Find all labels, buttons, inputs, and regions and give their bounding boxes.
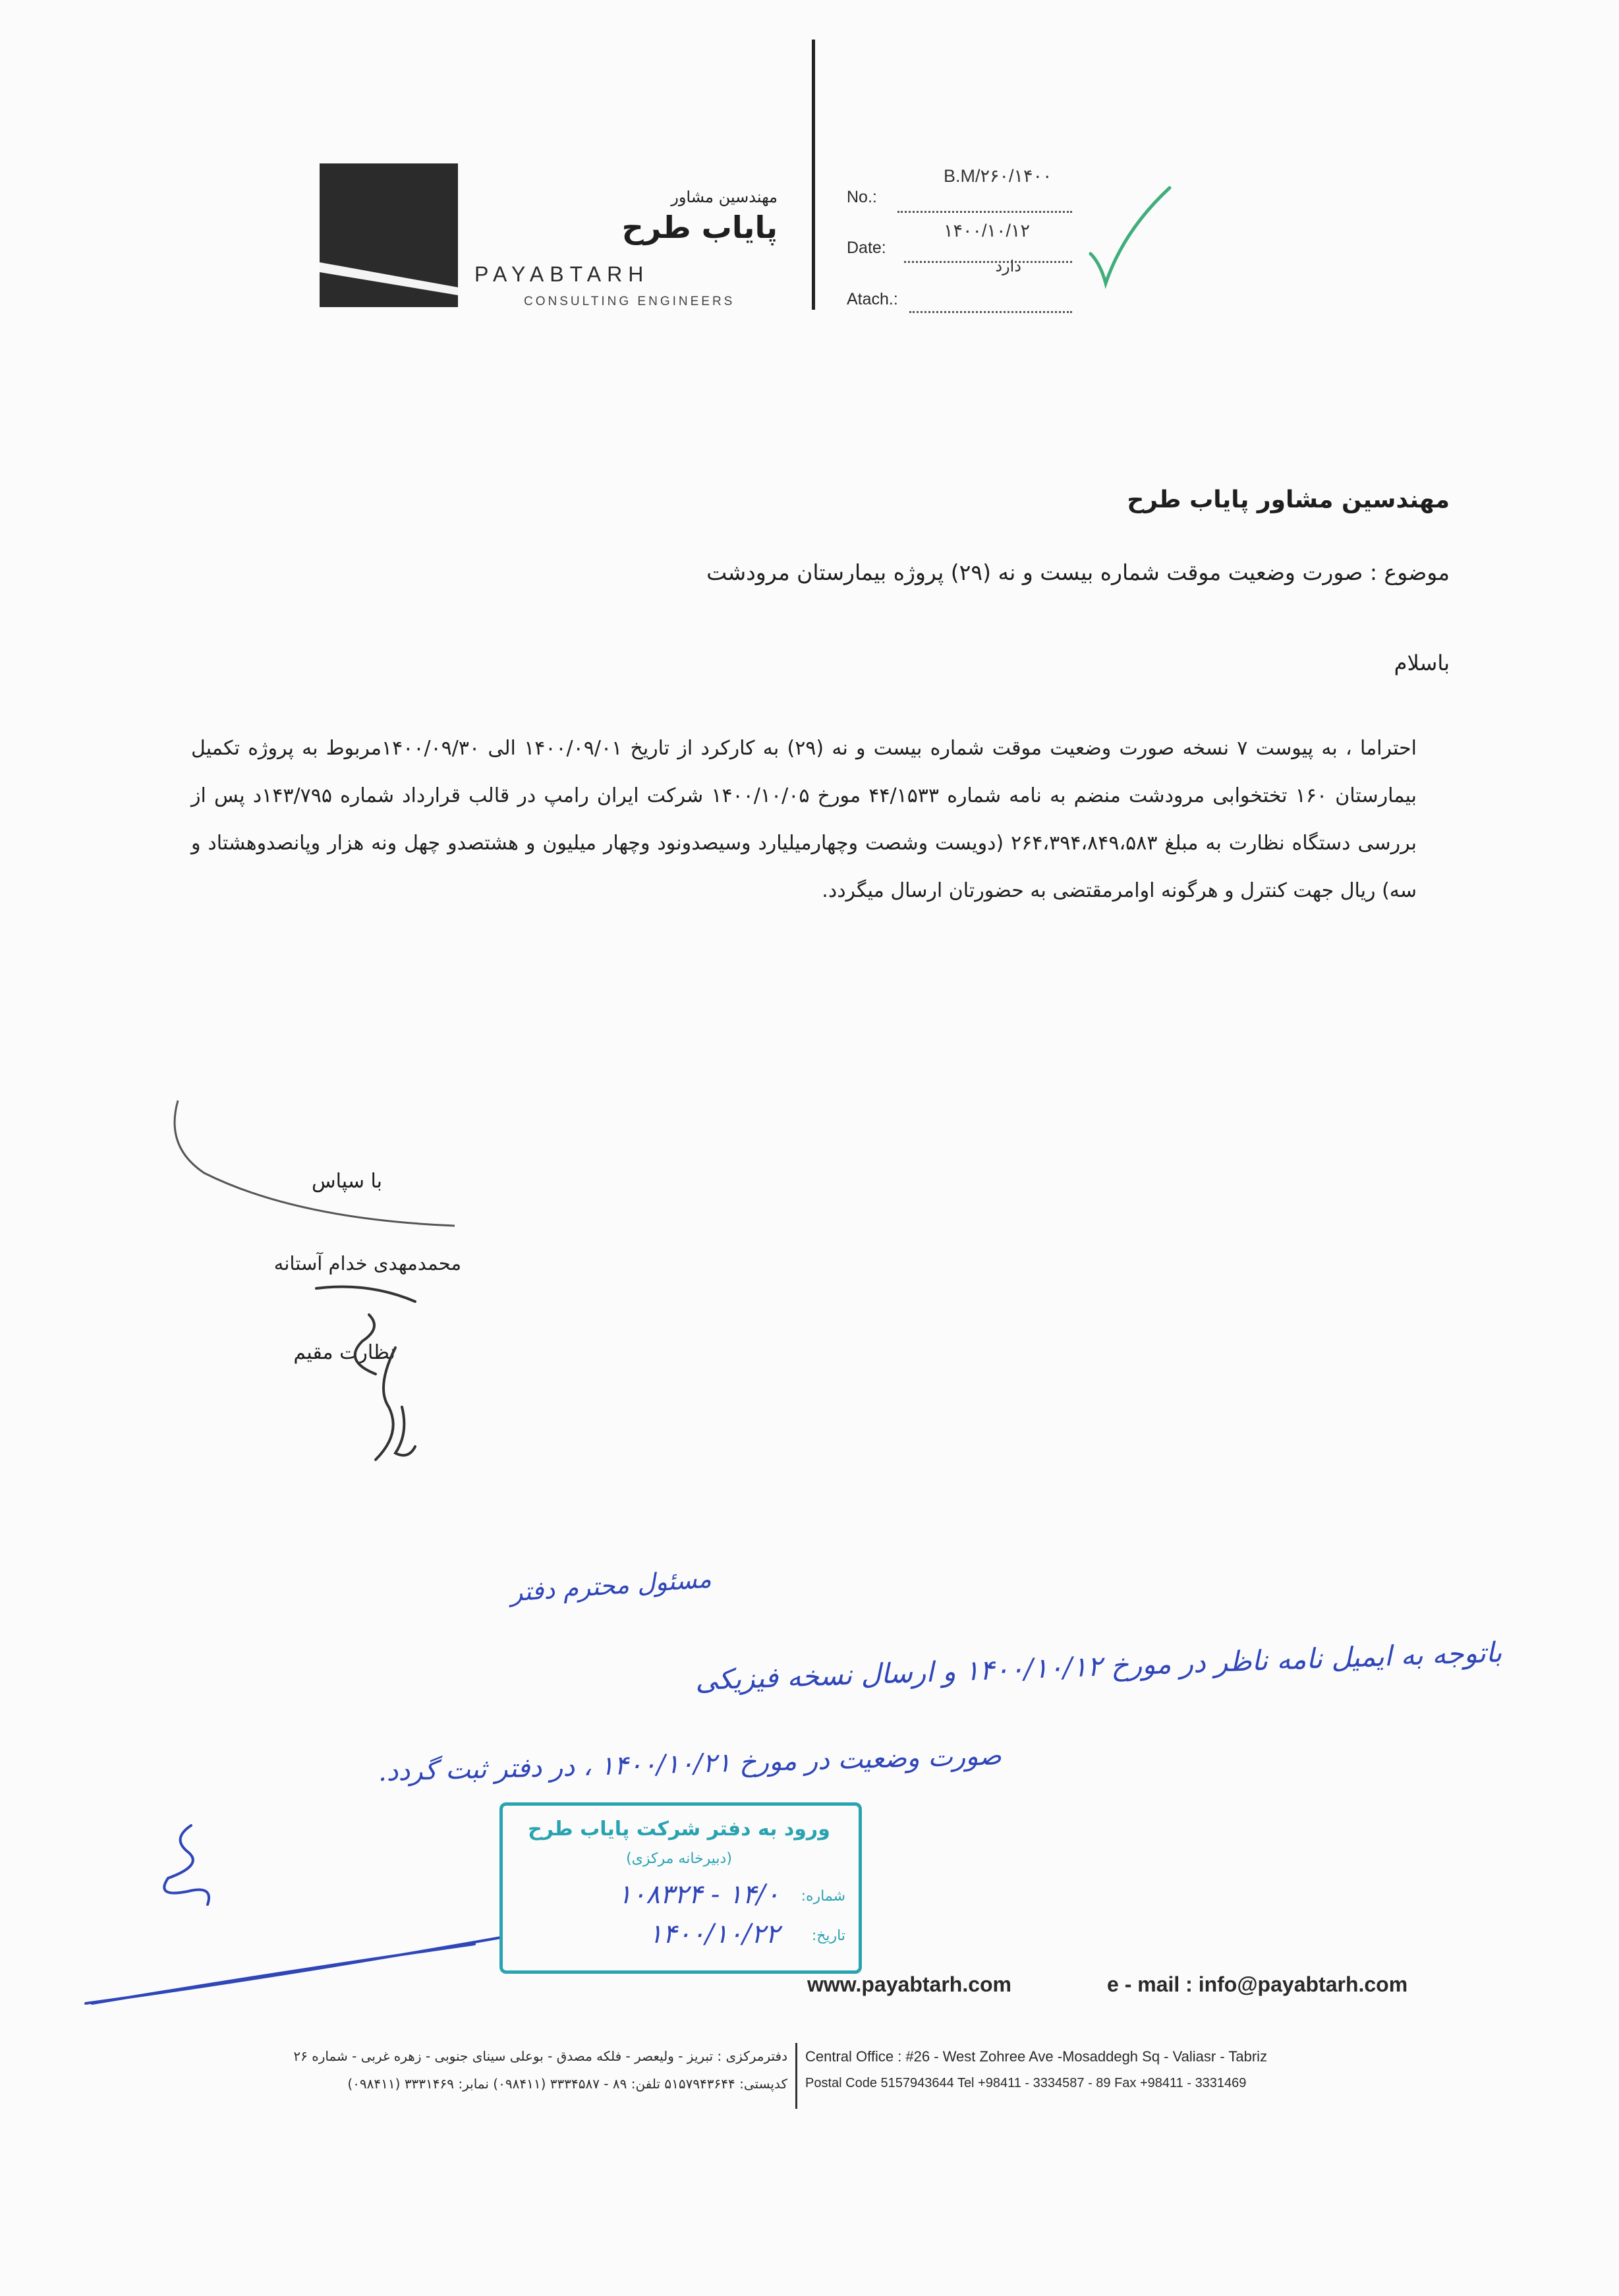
footer-website[interactable]: www.payabtarh.com: [807, 1972, 1011, 1996]
attach-dotline: [909, 311, 1072, 313]
recipient: مهندسین مشاور پایاب طرح: [1127, 486, 1450, 513]
closing: با سپاس: [312, 1170, 382, 1193]
header-divider: [812, 40, 815, 310]
no-dotline: [897, 211, 1072, 213]
footer-office-en: Central Office : #26 - West Zohree Ave -Mosaddegh Sq - Valiasr - Tabriz: [805, 2048, 1268, 2065]
logo-mark: [320, 163, 458, 307]
check-mark-icon: [1087, 185, 1173, 290]
logo-stripe-icon: [320, 163, 458, 307]
attach-value: دارد: [995, 257, 1021, 275]
stamp-date-value: ۱۴۰۰/۱۰/۲۲: [648, 1919, 780, 1949]
date-label: Date:: [847, 239, 886, 257]
logo-name-fa: پایاب طرح: [621, 210, 778, 245]
greeting: باسلام: [1394, 650, 1450, 675]
stamp-subtitle: (دبیرخانه مرکزی): [626, 1851, 732, 1867]
attach-label: Atach.:: [847, 290, 898, 308]
handwritten-signature-icon: [79, 1812, 507, 2010]
no-label: No.:: [847, 188, 877, 206]
footer-divider: [795, 2043, 797, 2109]
stamp-number-label: شماره:: [801, 1888, 845, 1905]
signature-scribble-icon: [290, 1275, 461, 1486]
footer-postal-fa: کدپستی: ۵۱۵۷۹۴۳۶۴۴ تلفن: ۸۹ - ۳۳۳۴۵۸۷ (۰۹۸۴۱۱) نمابر: ۳۳۳۱۴۶۹ (۰۹۸۴۱۱): [347, 2076, 787, 2092]
footer-office-fa: دفترمرکزی : تبریز - ولیعصر - فلکه مصدق - بوعلی سینای جنوبی - زهره غربی - شماره ۲۶: [293, 2048, 787, 2064]
no-value: B.M/۲۶۰/۱۴۰۰: [944, 166, 1052, 186]
body-paragraph: احتراما ، به پیوست ۷ نسخه صورت وضعیت موقت شماره بیست و نه (۲۹) به کارکرد از تاریخ ۱۴۰۰/۰۹/۰۱ الی ۱۴۰۰/۰۹/۳۰مربوط به پروژه تکمیل بیمارستان ۱۶۰ تختخوابی مرودشت منضم به نامه شماره ۴۴/۱۵۳۳ مورخ ۱۴۰۰/۱۰/۰۵ شرکت ایران رامپ در قالب قرارداد شماره ۱۴۳/۷۹۵د پس از بررسی دستگاه نظارت به مبلغ ۲۶۴،۳۹۴،۸۴۹،۵۸۳ (دویست وشصت وچهارمیلیارد وسیصدونود وچهار میلیون و هشتصدو چهل ونه هزار وپانصدوهشتاد و سه) ریال جهت کنترل و هرگونه اوامرمقتضی به حضورتان ارسال میگردد.: [191, 737, 1417, 902]
handwritten-line-3: صورت وضعیت در مورخ ۱۴۰۰/۱۰/۲۱ ، در دفتر ثبت گردد.: [378, 1740, 1002, 1788]
subject-line: موضوع : صورت وضعیت موقت شماره بیست و نه (۲۹) پروژه بیمارستان مرودشت: [706, 560, 1450, 585]
footer-email[interactable]: e - mail : info@payabtarh.com: [1107, 1972, 1408, 1996]
date-value: ۱۴۰۰/۱۰/۱۲: [944, 221, 1031, 241]
stamp-date-label: تاریخ:: [811, 1928, 845, 1944]
stamp-title: ورود به دفتر شرکت پایاب طرح: [528, 1818, 830, 1841]
signer-title: نظارت مقیم: [293, 1341, 395, 1364]
logo-name-fa-small: مهندسین مشاور: [671, 188, 778, 206]
receipt-stamp: [499, 1802, 862, 1974]
signer-name: محمدمهدی خدام آستانه: [273, 1252, 461, 1275]
handwritten-line-1: مسئول محترم دفتر: [509, 1564, 712, 1607]
logo-name-en: PAYABTARH: [474, 262, 650, 286]
stamp-number-value: ۱۴/۰ - ۱۰۸۳۲۴: [617, 1880, 780, 1910]
handwritten-line-2: باتوجه به ایمیل نامه ناظر در مورخ ۱۴۰۰/۱۰/۱۲ و ارسال نسخه فیزیکی: [695, 1636, 1503, 1697]
logo-tagline: CONSULTING ENGINEERS: [524, 295, 735, 308]
footer-postal-en: Postal Code 5157943644 Tel +98411 - 3334587 - 89 Fax +98411 - 3331469: [805, 2076, 1247, 2090]
